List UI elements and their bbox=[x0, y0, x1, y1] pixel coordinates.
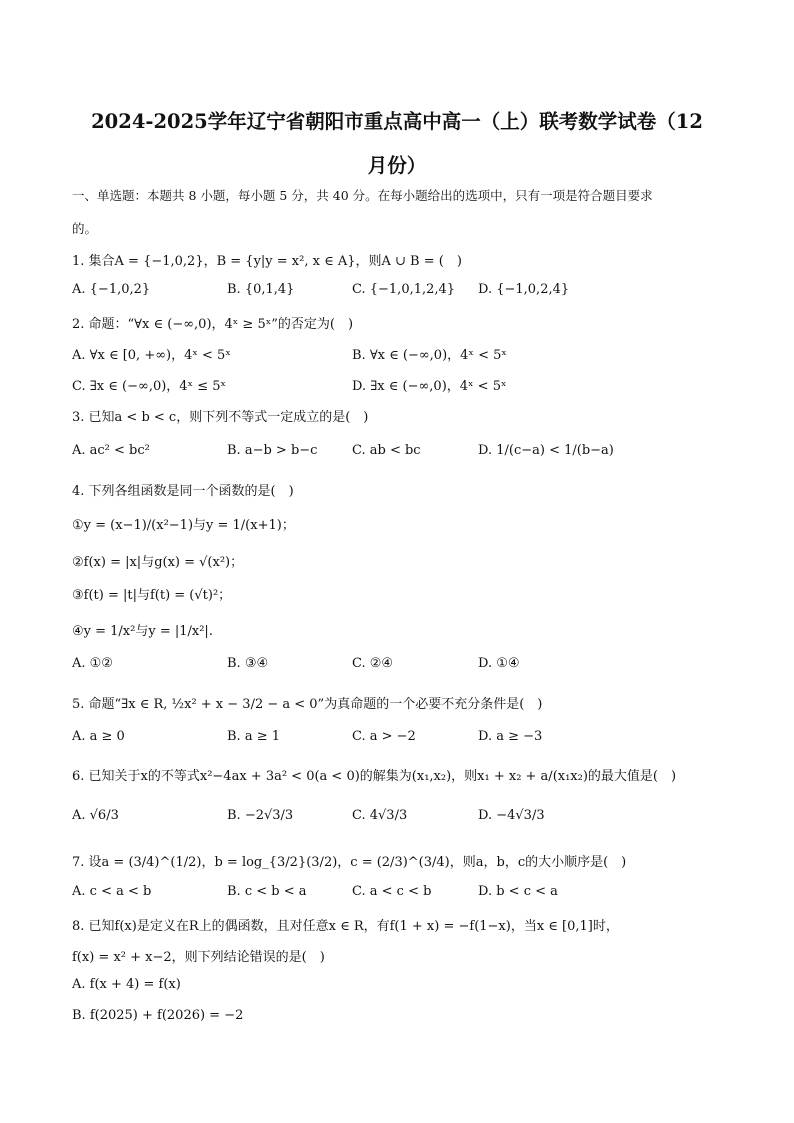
section-heading: 一、单选题：本题共 8 小题，每小题 5 分，共 40 分。在每小题给出的选项中，只有一项是符合题目要求 bbox=[72, 188, 653, 203]
title-line-1: 2024-2025学年辽宁省朝阳市重点高中高一（上）联考数学试卷（12 bbox=[91, 110, 703, 133]
question-3-stem: 3. 已知a < b < c，则下列不等式一定成立的是( ) bbox=[72, 410, 369, 425]
q8-option-b: B. f(2025) + f(2026) = −2 bbox=[72, 1008, 244, 1023]
q4-option-d: D. ①④ bbox=[478, 656, 520, 671]
q4-item-2: ②f(x) = |x|与g(x) = √(x²)； bbox=[72, 555, 244, 570]
question-6-stem: 6. 已知关于x的不等式x²−4ax + 3a² < 0(a < 0)的解集为(x₁,x₂)，则x₁ + x₂ + a/(x₁x₂)的最大值是( ) bbox=[72, 769, 677, 784]
question-7-stem: 7. 设a = (3/4)^(1/2)，b = log_{3/2}(3/2)，c = (2/3)^(3/4)，则a，b，c的大小顺序是( ) bbox=[72, 855, 627, 870]
q7-option-a: A. c < a < b bbox=[72, 884, 152, 899]
question-2-stem: 2. 命题：“∀x ∈ (−∞,0)，4ˣ ≥ 5ˣ”的否定为( ) bbox=[72, 317, 354, 332]
q5-option-d: D. a ≥ −3 bbox=[478, 729, 543, 744]
q3-option-b: B. a−b > b−c bbox=[227, 443, 318, 458]
q5-option-a: A. a ≥ 0 bbox=[72, 729, 125, 744]
q1-option-c: C. {−1,0,1,2,4} bbox=[352, 282, 456, 297]
question-1-stem: 1. 集合A = {−1,0,2}，B = {y|y = x², x ∈ A}，则A ∪ B = ( ) bbox=[72, 254, 462, 269]
q5-option-c: C. a > −2 bbox=[352, 729, 416, 744]
question-8-stem: 8. 已知f(x)是定义在R上的偶函数，且对任意x ∈ R，有f(1 + x) = −f(1−x)，当x ∈ [0,1]时， bbox=[72, 919, 619, 934]
q6-option-a: A. √6/3 bbox=[72, 808, 119, 823]
q4-item-3: ③f(t) = |t|与f(t) = (√t)²； bbox=[72, 588, 232, 603]
q3-option-a: A. ac² < bc² bbox=[72, 443, 150, 458]
question-5-stem: 5. 命题“∃x ∈ R, ½x² + x − 3/2 − a < 0”为真命题的一个必要不充分条件是( ) bbox=[72, 697, 543, 712]
q4-item-4: ④y = 1/x²与y = |1/x²|. bbox=[72, 624, 213, 639]
exam-title bbox=[60, 100, 734, 188]
q2-option-d: D. ∃x ∈ (−∞,0)，4ˣ < 5ˣ bbox=[352, 379, 507, 394]
q7-option-c: C. a < c < b bbox=[352, 884, 432, 899]
q2-option-c: C. ∃x ∈ (−∞,0)，4ˣ ≤ 5ˣ bbox=[72, 379, 227, 394]
q6-option-d: D. −4√3/3 bbox=[478, 808, 545, 823]
q4-item-1: ①y = (x−1)/(x²−1)与y = 1/(x+1)； bbox=[72, 518, 295, 533]
q8-option-a: A. f(x + 4) = f(x) bbox=[72, 977, 181, 992]
question-4-stem: 4. 下列各组函数是同一个函数的是( ) bbox=[72, 484, 294, 499]
q5-option-b: B. a ≥ 1 bbox=[227, 729, 280, 744]
q1-option-d: D. {−1,0,2,4} bbox=[478, 282, 570, 297]
title-line-2: 月份） bbox=[367, 154, 427, 177]
question-8-stem-cont: f(x) = x² + x−2，则下列结论错误的是( ) bbox=[72, 950, 325, 965]
q3-option-d: D. 1/(c−a) < 1/(b−a) bbox=[478, 443, 614, 458]
q3-option-c: C. ab < bc bbox=[352, 443, 421, 458]
q1-option-b: B. {0,1,4} bbox=[227, 282, 295, 297]
q7-option-d: D. b < c < a bbox=[478, 884, 558, 899]
q6-option-b: B. −2√3/3 bbox=[227, 808, 294, 823]
q1-option-a: A. {−1,0,2} bbox=[72, 282, 151, 297]
q6-option-c: C. 4√3/3 bbox=[352, 808, 408, 823]
q2-option-b: B. ∀x ∈ (−∞,0)，4ˣ < 5ˣ bbox=[352, 348, 507, 363]
q2-option-a: A. ∀x ∈ [0, +∞)，4ˣ < 5ˣ bbox=[72, 348, 231, 363]
q7-option-b: B. c < b < a bbox=[227, 884, 307, 899]
section-heading-cont: 的。 bbox=[72, 221, 98, 236]
q4-option-a: A. ①② bbox=[72, 656, 113, 671]
q4-option-b: B. ③④ bbox=[227, 656, 269, 671]
q4-option-c: C. ②④ bbox=[352, 656, 394, 671]
